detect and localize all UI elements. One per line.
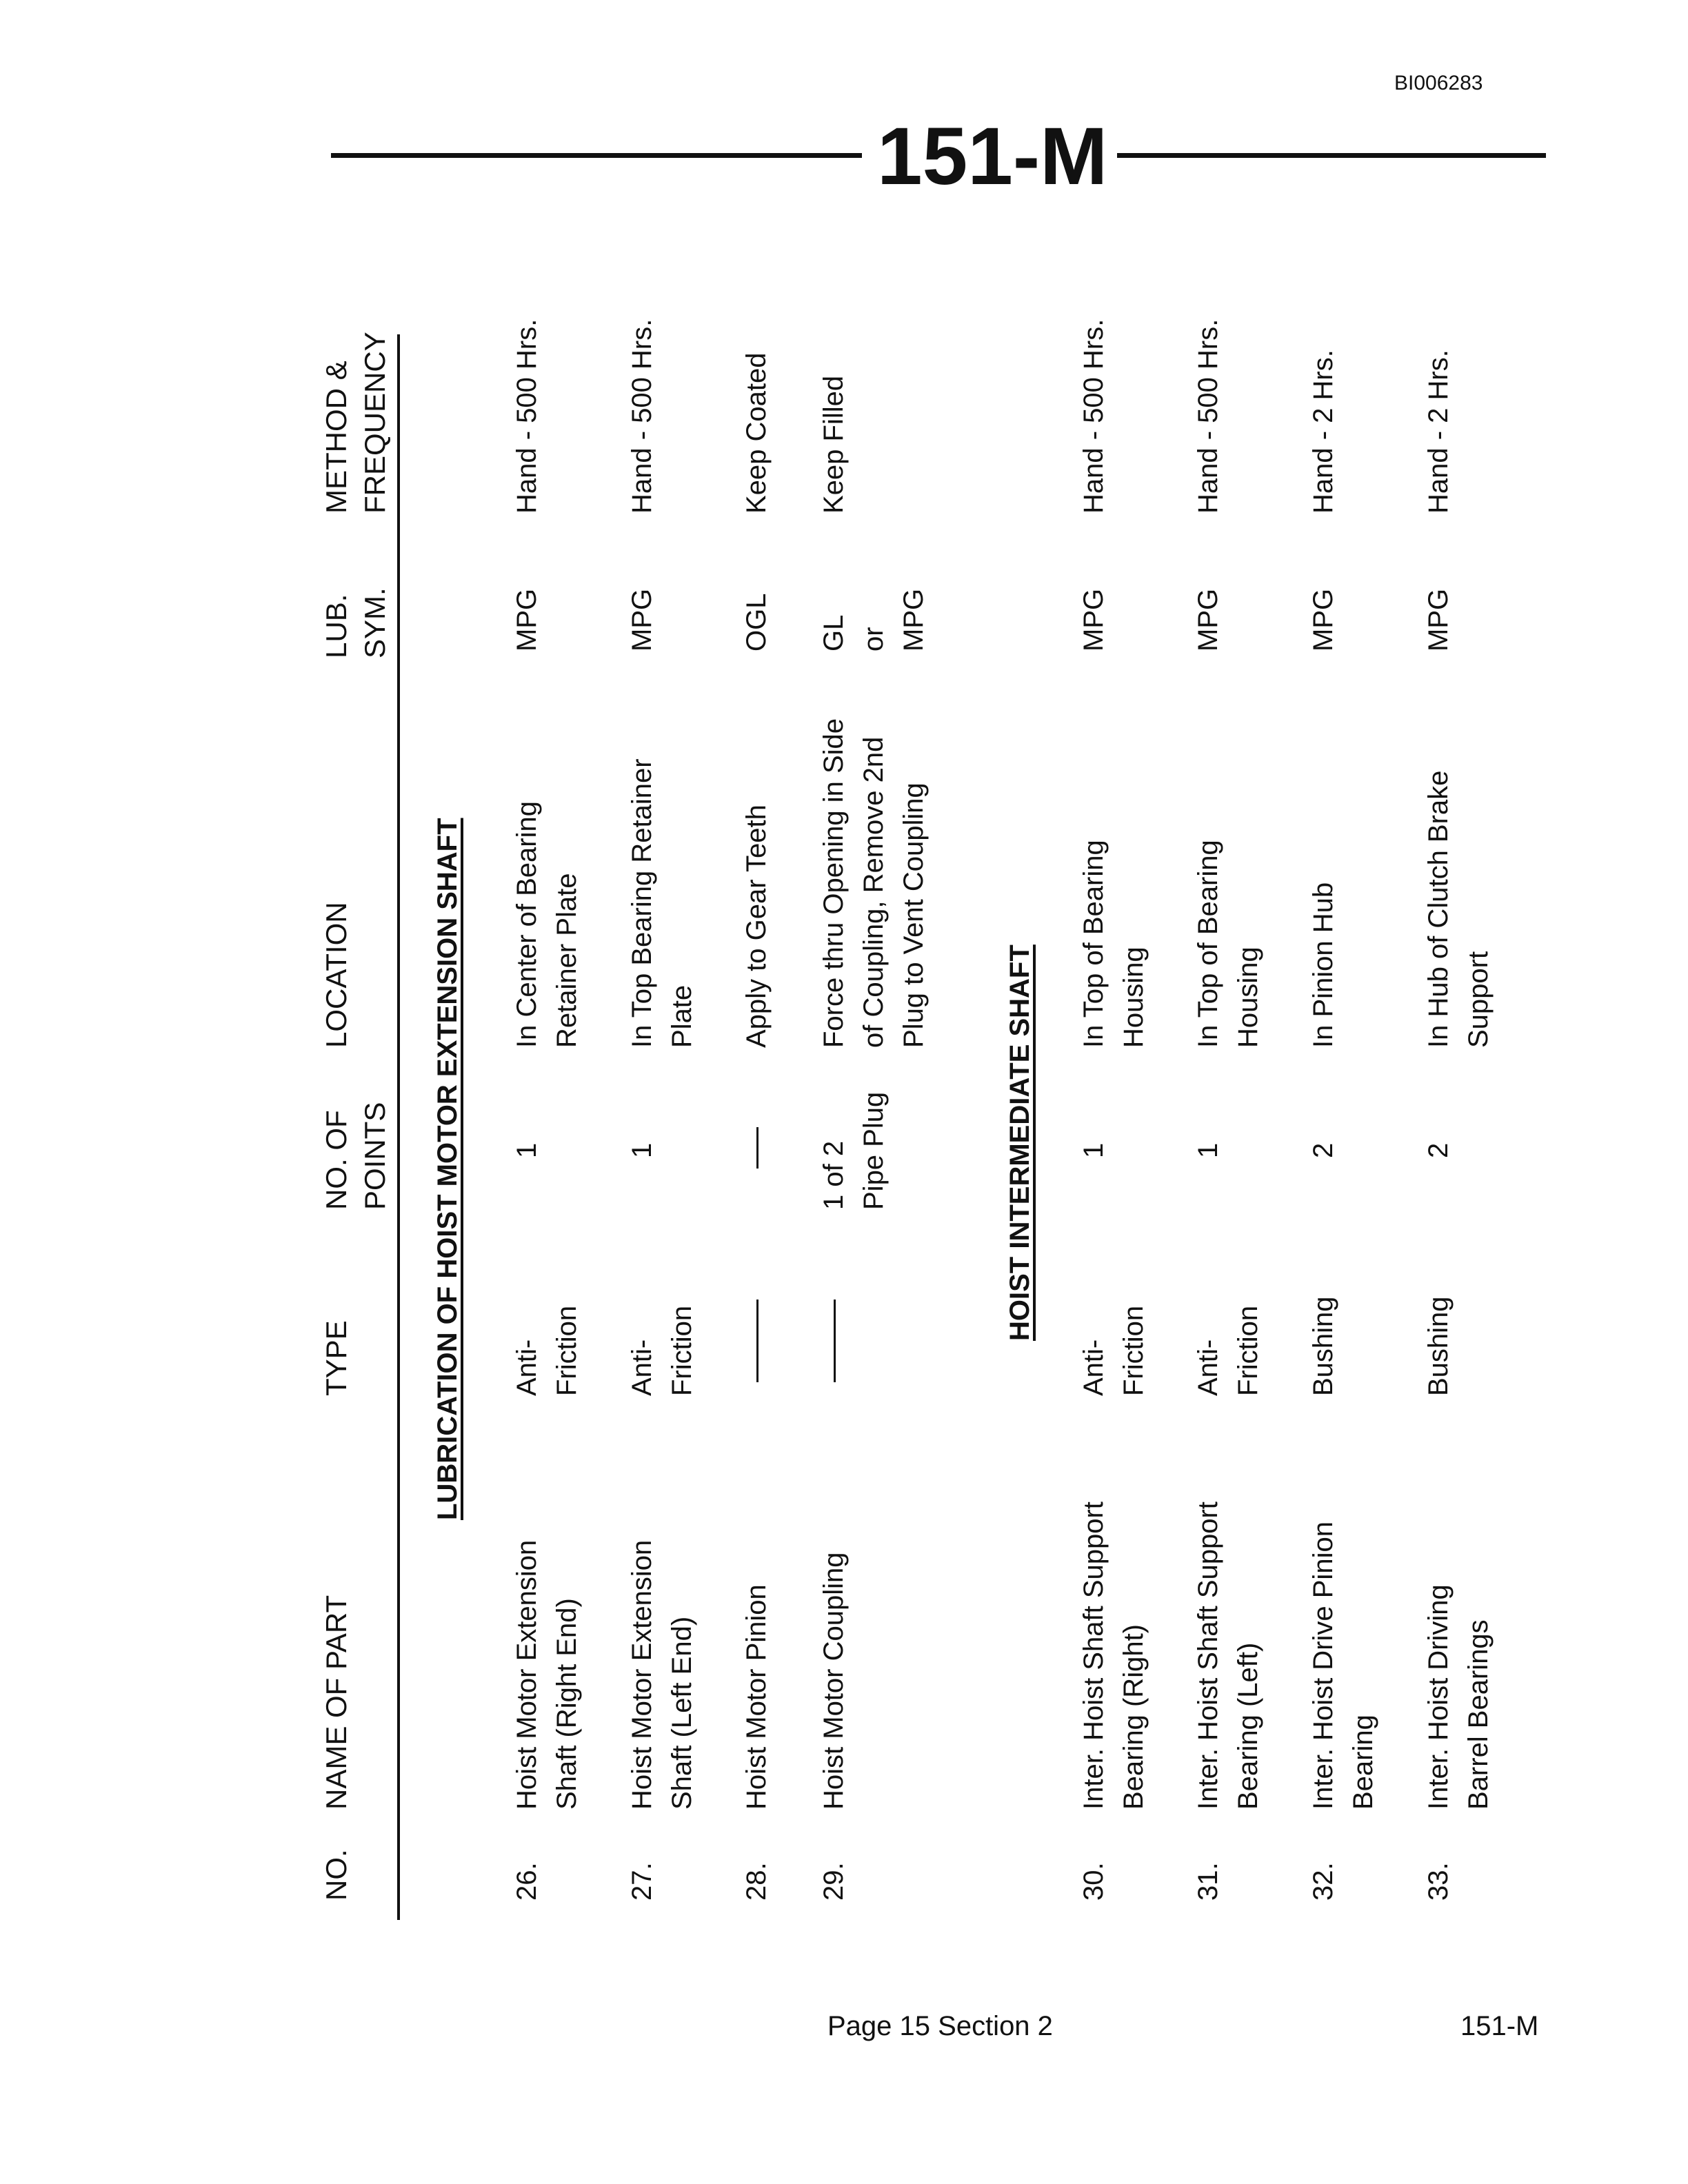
row-points-line1: 1 of 2 <box>818 1140 849 1210</box>
row-name-line2: Bearing (Left) <box>1233 1642 1263 1810</box>
row-name-line1: Inter. Hoist Driving <box>1423 1584 1454 1810</box>
row-method: Hand - 500 Hrs. <box>1078 318 1109 514</box>
row-name-line1: Hoist Motor Coupling <box>818 1552 849 1810</box>
row-name-line1: Hoist Motor Pinion <box>741 1584 772 1810</box>
row-points: 1 <box>627 1142 657 1158</box>
row-no: 28. <box>741 1862 772 1901</box>
row-location-line1: In Hub of Clutch Brake <box>1423 770 1454 1048</box>
page-title: 151-M <box>877 111 1108 202</box>
row-location-line1: Force thru Opening in Side <box>818 718 849 1048</box>
row-method: Hand - 2 Hrs. <box>1423 350 1454 514</box>
row-type-line2: Friction <box>667 1305 697 1396</box>
row-method: Hand - 2 Hrs. <box>1308 350 1338 514</box>
row-type-line1: Bushing <box>1308 1296 1338 1396</box>
row-method: Hand - 500 Hrs. <box>512 318 542 514</box>
row-name-line2: Shaft (Left End) <box>667 1616 697 1810</box>
document-id: BI006283 <box>1394 72 1483 94</box>
header-lub-line2: SYM. <box>359 587 391 658</box>
row-location-line1: In Center of Bearing <box>512 801 542 1048</box>
row-type-line1: Anti- <box>627 1339 657 1396</box>
row-name-line1: Hoist Motor Extension <box>512 1539 542 1810</box>
row-location-line2: Support <box>1463 951 1494 1048</box>
header-points-line1: NO. OF <box>320 1110 352 1210</box>
header-name-of-part: NAME OF PART <box>320 1595 352 1810</box>
row-lub-symbol-line2: or <box>858 627 889 651</box>
row-no: 30. <box>1078 1862 1109 1901</box>
row-name-line2: Bearing (Right) <box>1118 1624 1149 1810</box>
row-location-line1: Apply to Gear Teeth <box>741 805 772 1048</box>
row-no: 33. <box>1423 1862 1454 1901</box>
row-type-line1: Bushing <box>1423 1296 1454 1396</box>
row-location-line2: Plate <box>667 984 697 1048</box>
type-blank-dash <box>834 1300 836 1382</box>
row-name-line1: Hoist Motor Extension <box>627 1539 657 1810</box>
row-method: Hand - 500 Hrs. <box>627 318 657 514</box>
header-lub-line1: LUB. <box>320 594 352 658</box>
row-location-line2: Retainer Plate <box>552 873 582 1048</box>
row-lub-symbol: OGL <box>741 593 772 651</box>
row-points: 2 <box>1423 1142 1454 1158</box>
row-points: 2 <box>1308 1142 1338 1158</box>
type-blank-dash <box>756 1300 758 1382</box>
row-type-line1: Anti- <box>512 1339 542 1396</box>
row-location-line1: In Top of Bearing <box>1193 840 1223 1048</box>
row-method: Keep Coated <box>741 352 772 514</box>
row-type-line2: Friction <box>552 1305 582 1396</box>
row-type-line1: Anti- <box>1078 1339 1109 1396</box>
footer-model: 151-M <box>1460 2011 1539 2041</box>
lubrication-table <box>317 318 1517 1920</box>
header-method-line1: METHOD & <box>320 361 352 514</box>
row-location-line3: Plug to Vent Coupling <box>898 782 929 1048</box>
row-name-line2: Shaft (Right End) <box>552 1598 582 1810</box>
row-type-line1: Anti- <box>1193 1339 1223 1396</box>
row-lub-symbol-line3: MPG <box>898 588 929 651</box>
header-type: TYPE <box>320 1320 352 1396</box>
row-lub-symbol: MPG <box>1193 588 1223 651</box>
row-no: 32. <box>1308 1862 1338 1901</box>
row-type-line2: Friction <box>1233 1305 1263 1396</box>
row-lub-symbol: MPG <box>512 588 542 651</box>
row-lub-symbol: MPG <box>1308 588 1338 651</box>
row-no: 31. <box>1193 1862 1223 1901</box>
points-blank-dash <box>756 1127 758 1169</box>
row-points: 1 <box>1193 1142 1223 1158</box>
header-no: NO. <box>320 1849 352 1901</box>
row-location-line2: of Coupling, Remove 2nd <box>858 736 889 1048</box>
row-name-line1: Inter. Hoist Shaft Support <box>1193 1502 1223 1810</box>
row-location-line2: Housing <box>1233 947 1263 1048</box>
title-rule-right <box>1117 153 1546 158</box>
row-location-line1: In Pinion Hub <box>1308 882 1338 1048</box>
row-type-line2: Friction <box>1118 1305 1149 1396</box>
row-name-line2: Barrel Bearings <box>1463 1619 1494 1810</box>
section-title: HOIST INTERMEDIATE SHAFT <box>1005 944 1035 1341</box>
row-lub-symbol: MPG <box>1423 588 1454 651</box>
row-points: 1 <box>1078 1142 1109 1158</box>
row-no: 29. <box>818 1862 849 1901</box>
row-location-line1: In Top of Bearing <box>1078 840 1109 1048</box>
row-location-line2: Housing <box>1118 947 1149 1048</box>
row-lub-symbol: MPG <box>627 588 657 651</box>
header-points-line2: POINTS <box>359 1102 391 1210</box>
header-method-line2: FREQUENCY <box>359 332 391 514</box>
row-no: 26. <box>512 1862 542 1901</box>
footer-page-number: Page 15 Section 2 <box>827 2011 1053 2041</box>
row-name-line2: Bearing <box>1348 1715 1378 1810</box>
row-points: 1 <box>512 1142 542 1158</box>
header-rule <box>397 334 400 1920</box>
row-no: 27. <box>627 1862 657 1901</box>
row-method: Keep Filled <box>818 375 849 514</box>
row-name-line1: Inter. Hoist Shaft Support <box>1078 1502 1109 1810</box>
row-location-line1: In Top Bearing Retainer <box>627 758 657 1048</box>
row-lub-symbol: MPG <box>1078 588 1109 651</box>
title-rule-left <box>331 153 862 158</box>
header-location: LOCATION <box>320 902 352 1048</box>
row-name-line1: Inter. Hoist Drive Pinion <box>1308 1521 1338 1810</box>
row-points-line2: Pipe Plug <box>858 1091 889 1210</box>
row-lub-symbol-line1: GL <box>818 614 849 651</box>
row-method: Hand - 500 Hrs. <box>1193 318 1223 514</box>
section-title: LUBRICATION OF HOIST MOTOR EXTENSION SHAFT <box>432 818 463 1520</box>
